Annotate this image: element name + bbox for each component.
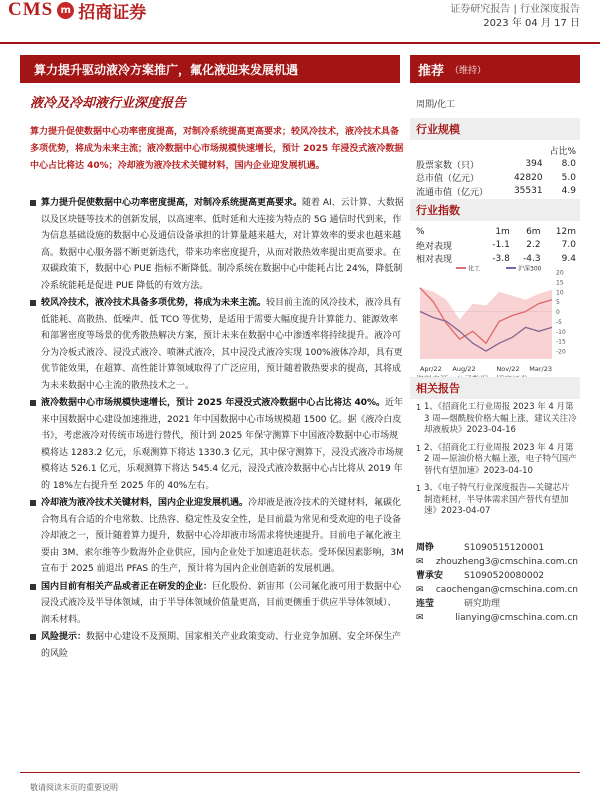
y-tick-label: 5 <box>556 299 560 307</box>
key-point: 算力提升促使数据中心功率密度提高，对制冷系统提高更高要求。随着 AI、云计算、大数据以及区块链等技术的创新发展，以高速率、低时延和大连接为特点的 5G 通信时代到来，作为信息基础设施的数据中心及通信设备承担的计算量越来越大，对计算效率的要求也越来越高。数据中心服务器不断更新迭代，带来功率密度提升，从而对散热效率提出更高要求。在双碳政策下，数据中心 PUE 指标不断降低。制冷系统在数据中心中能耗占比 24%，降低制冷系统能耗是促进 PUE 降低的有效方法。 <box>30 195 404 294</box>
key-points-list <box>30 195 404 663</box>
mail-icon: ✉ <box>416 613 424 623</box>
analyst-row: 连莹 研究助理 <box>416 599 501 609</box>
table-row: 占比% <box>549 147 576 158</box>
y-tick-label: -15 <box>556 338 566 346</box>
related-report-item[interactable]: 1 2、《招商化工行业周报 2023 年 4 月第 2 周—原油价格大幅上涨，电子特气国产替代有望加速》2023-04-10 <box>416 443 578 478</box>
footer-note: 敬请阅读末页的重要说明 <box>30 783 118 792</box>
industry-performance-table <box>416 225 576 266</box>
logo-chinese-name: 招商证券 <box>78 2 147 23</box>
related-report-item[interactable]: 1 1、《招商化工行业周报 2023 年 4 月第 3 周—烟酰胺价格大幅上涨，建议关注冷却液板块》2023-04-16 <box>416 402 578 437</box>
header-divider <box>0 42 600 44</box>
related-reports-list <box>416 402 578 524</box>
table-row: 流通市值（亿元） 35531 4.9 <box>416 186 576 198</box>
table-row: % 1m 6m 12m <box>416 226 576 237</box>
related-report-item[interactable]: 1 3、《电子特气行业深度报告—关键芯片制造耗材，半导体需求国产替代有望加速》2023-04-07 <box>416 483 578 518</box>
key-point: 液冷数据中心市场规模快速增长，预计 2025 年浸没式液冷数据中心占比将达 40%。近年来中国数据中心建设加速推进，2021 年中国数据中心市场规模超 1500 亿。据《液冷白皮书》，考虑液冷对传统市场进行替代，预计到 2025 年保守测算下中国液冷数据中心市场规模将达 1283.2 亿元，乐观测算下将达 1330.3 亿元，其中保守测算下，浸没式液冷市场规模将达 526.1 亿元，乐观测算下将达 545.4 亿元，浸没式液冷数据中心占比将从 2019 年的 18%左右提升至 2025 年的 40%左右。 <box>30 395 404 494</box>
y-tick-label: 20 <box>556 269 564 277</box>
key-point: 冷却液为液冷技术关键材料，国内企业迎发展机遇。冷却液是液冷技术的关键材料，氟碳化合物具有合适的介电常数、比热容、稳定性及安全性，是目前最为常见和受欢迎的电子设备冷却液之一，预计随着算力提升，数据中心冷却液市场需求将快速提升。目前电子氟化液主要由 3M、索尔维等少数海外企业供应，国内企业处于加速追赶状态。受环保因素影响，3M 宣布于 2025 前退出 PFAS 的生产，预计将为国内企业创造新的发展机遇。 <box>30 495 404 578</box>
table-row: 股票家数（只） 394 8.0 <box>416 159 576 171</box>
industry-index-heading: 行业指数 <box>410 199 580 221</box>
series-relative-area <box>420 288 552 359</box>
x-tick-label: Nov/22 <box>496 365 520 373</box>
key-point: 较风冷技术，液冷技术具备多项优势，将成为未来主流。较目前主流的风冷技术，液冷具有低能耗、高散热、低噪声、低 TCO 等优势，是适用于需要大幅度提升计算能力、能源效率和部署密度等场景的优秀散热解决方案，预计未来在数据中心中渗透率将持续提升。液冷可分为冷板式液冷、浸没式液冷、喷淋式液冷，其中浸没式液冷实现 100%液体冷却，具有更优节能效果，在超算、高性能计算领域取得了广泛应用，预计随着散热要求的提高，其将成为未来数据中心主流的散热技术之一。 <box>30 295 404 394</box>
rating-label: 推荐 <box>418 63 445 79</box>
y-tick-label: 0 <box>556 309 560 317</box>
report-subtitle: 液冷及冷却液行业深度报告 <box>30 96 187 111</box>
rating-note: （维持） <box>450 65 487 76</box>
analyst-email[interactable]: ✉ caochengan@cmschina.com.cn <box>416 585 578 595</box>
footer-divider <box>20 772 580 773</box>
x-tick-label: Aug/22 <box>452 365 476 373</box>
x-tick-label: Apr/22 <box>420 365 442 373</box>
legend-label: 沪深300 <box>518 265 542 273</box>
y-tick-label: -5 <box>556 318 562 326</box>
y-tick-label: -20 <box>556 348 566 356</box>
analyst-row: 曹承安 S1090520080002 <box>416 571 545 581</box>
x-tick-label: Mar/23 <box>529 365 552 373</box>
logo-text: CMS <box>8 0 54 20</box>
analyst-row: 周铮 S1090515120001 <box>416 543 545 553</box>
report-title: 算力提升驱动液冷方案推广，氟化液迎来发展机遇 <box>20 55 400 83</box>
y-tick-label: 15 <box>556 279 564 287</box>
rating-badge <box>410 55 580 83</box>
analyst-block <box>416 541 578 625</box>
mail-icon: ✉ <box>416 557 424 567</box>
table-row: 总市值（亿元） 42820 5.0 <box>416 172 576 185</box>
key-point: 风险提示：数据中心建设不及预期、国家相关产业政策变动、行业竞争加剧、安全环保生产的风险 <box>30 629 404 662</box>
mail-icon: ✉ <box>416 585 424 595</box>
industry-scale-heading: 行业规模 <box>410 118 580 140</box>
industry-index-chart <box>416 264 576 374</box>
summary-paragraph: 算力提升促使数据中心功率密度提高，对制冷系统提高更高要求；较风冷技术，液冷技术具备多项优势，将成为未来主流；液冷数据中心市场规模快速增长，预计 2025 年浸没式液冷数据中心占比将达 40%；冷却液为液冷技术关键材料，国内企业迎发展机遇。 <box>30 127 404 171</box>
analyst-email[interactable]: ✉ lianying@cmschina.com.cn <box>416 613 578 623</box>
table-row: 相对表现 -3.8 -4.3 9.4 <box>416 253 576 266</box>
company-logo <box>8 0 147 23</box>
industry-label: 周期/化工 <box>416 100 456 110</box>
document-type: 证券研究报告 | 行业深度报告 <box>450 4 580 15</box>
key-point: 国内目前有相关产品或者正在研发的企业：巨化股份、新宙邦（公司氟化液可用于数据中心浸没式液冷及半导体领域，由于半导体领域价值量更高，目前更侧重于供应半导体领域）、润禾材料。 <box>30 579 404 629</box>
table-row: 绝对表现 -1.1 2.2 7.0 <box>416 240 576 252</box>
logo-mark: m <box>57 2 74 19</box>
industry-scale-table <box>416 144 576 198</box>
analyst-email[interactable]: ✉ zhouzheng3@cmschina.com.cn <box>416 557 578 567</box>
report-date: 2023 年 04 月 17 日 <box>483 18 580 29</box>
related-reports-heading: 相关报告 <box>410 377 580 399</box>
y-tick-label: -10 <box>556 328 566 336</box>
legend-label: 化工 <box>468 265 481 273</box>
y-tick-label: 10 <box>556 289 564 297</box>
